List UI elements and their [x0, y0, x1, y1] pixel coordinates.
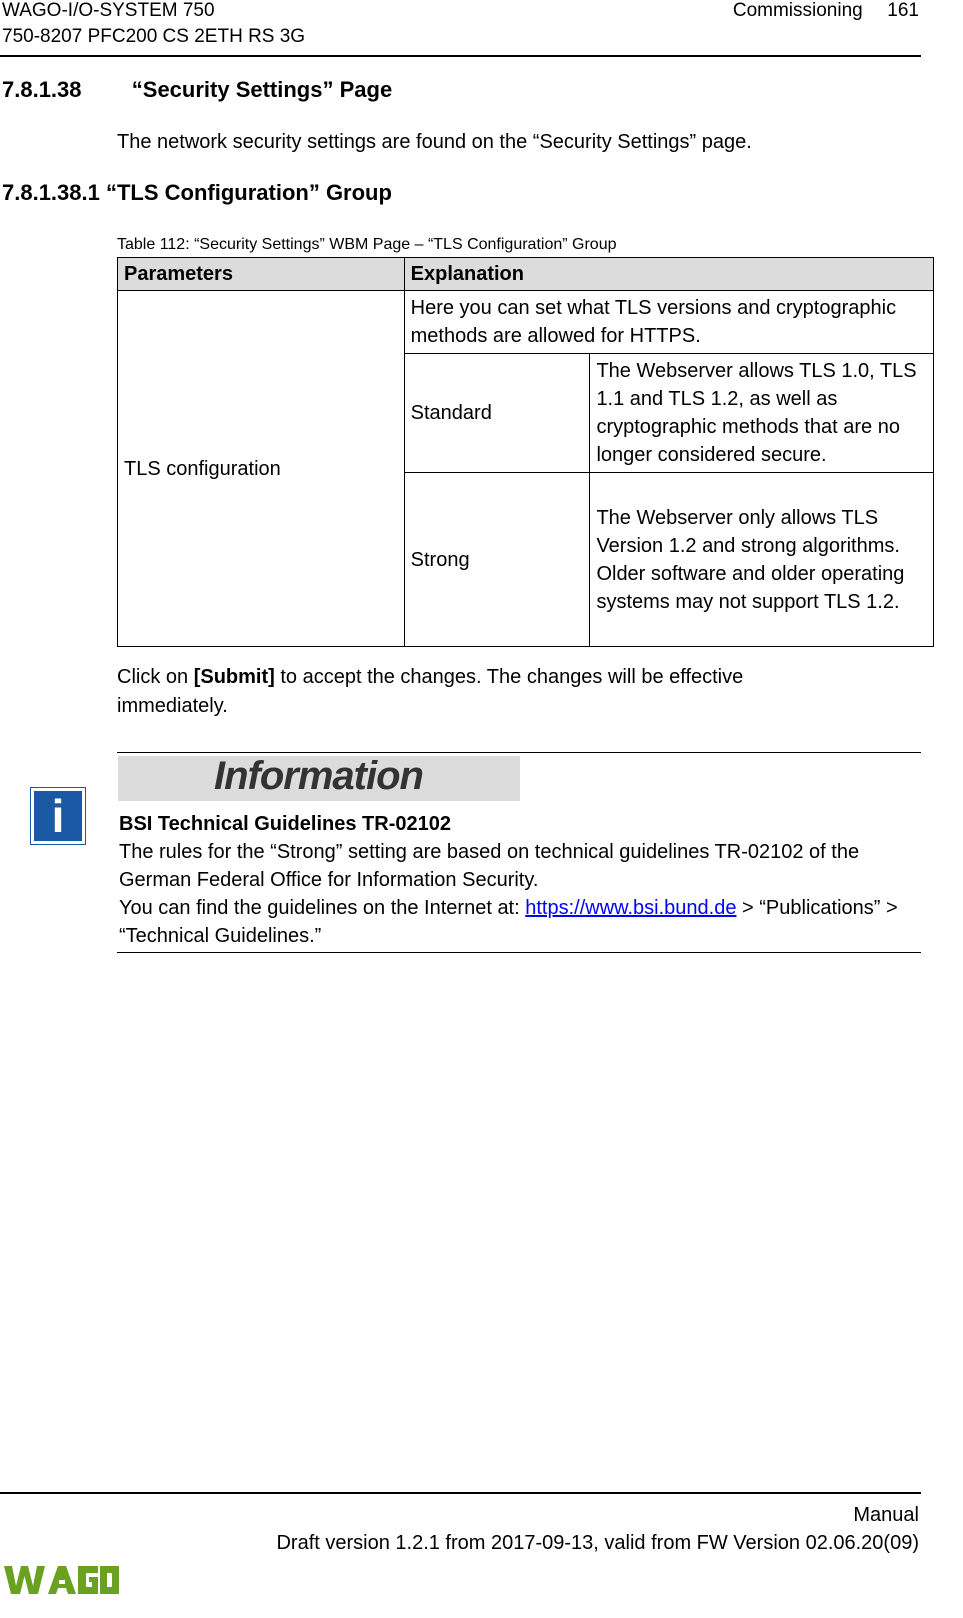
description-cell: Here you can set what TLS versions and cryptographic methods are allowed for HTTPS. — [404, 291, 933, 354]
info-banner — [118, 756, 520, 801]
col-header-explanation: Explanation — [404, 258, 933, 291]
footer-version: Draft version 1.2.1 from 2017-09-13, valid from FW Version 02.06.20(09) — [276, 1532, 919, 1554]
header-product — [2, 0, 305, 50]
info-box-bottom-rule — [117, 952, 921, 953]
info-icon: i — [31, 788, 85, 844]
section-heading — [2, 77, 392, 103]
header-model-line: 750-8207 PFC200 CS 2ETH RS 3G — [2, 26, 306, 47]
parameter-cell: TLS configuration — [118, 291, 405, 647]
header-section: Commissioning — [732, 0, 863, 21]
section-number: 7.8.1.38 — [2, 77, 82, 102]
section-title: “Security Settings” Page — [131, 77, 393, 102]
submit-instructions — [117, 663, 837, 721]
header-rule — [0, 55, 921, 57]
table-caption: Table 112: “Security Settings” WBM Page – “TLS Configuration” Group — [117, 236, 617, 253]
option-text-strong-1: The Webserver only allows TLS Version 1.2 and strong algorithms. — [596, 506, 900, 557]
info-line-1: The rules for the “Strong” setting are based on technical guidelines TR-02102 of the German Federal Office for Information Security. — [119, 841, 860, 891]
table-header-row — [118, 258, 934, 291]
footer-rule — [0, 1492, 921, 1494]
footer-doc-type: Manual — [853, 1504, 919, 1526]
option-text-strong — [590, 473, 934, 647]
info-banner-label: Information — [214, 754, 423, 798]
wago-logo — [0, 1562, 120, 1598]
info-title: BSI Technical Guidelines TR-02102 — [119, 813, 451, 835]
info-line-2-after: > “Publications” > “Technical Guidelines.” — [119, 897, 898, 947]
table-row — [118, 291, 934, 354]
bsi-link[interactable]: https://www.bsi.bund.de — [525, 897, 737, 919]
option-name-standard: Standard — [404, 354, 590, 473]
option-text-standard: The Webserver allows TLS 1.0, TLS 1.1 and TLS 1.2, as well as cryptographic methods that are no longer considered secure. — [590, 354, 934, 473]
info-box-content — [119, 810, 919, 950]
submit-button-reference: [Submit] — [193, 666, 275, 688]
subsection-heading: 7.8.1.38.1 “TLS Configuration” Group — [2, 180, 392, 205]
header-right — [733, 0, 919, 24]
info-box-top-rule — [117, 752, 921, 753]
col-header-parameters: Parameters — [118, 258, 405, 291]
intro-text: The network security settings are found on the “Security Settings” page. — [117, 131, 752, 153]
submit-text-after: to accept the changes. The changes will be effective immediately. — [117, 666, 744, 717]
tls-config-table — [117, 257, 934, 647]
submit-text-before: Click on — [117, 666, 194, 688]
option-text-strong-2: Older software and older operating systems may not support TLS 1.2. — [596, 562, 905, 613]
info-line-2-before: You can find the guidelines on the Internet at: — [119, 897, 526, 919]
header-product-line: WAGO-I/O-SYSTEM 750 — [2, 0, 215, 21]
page-number: 161 — [887, 0, 919, 21]
option-name-strong: Strong — [404, 473, 590, 647]
wago-logo-graphic — [0, 1562, 120, 1598]
info-line-2 — [119, 894, 919, 950]
